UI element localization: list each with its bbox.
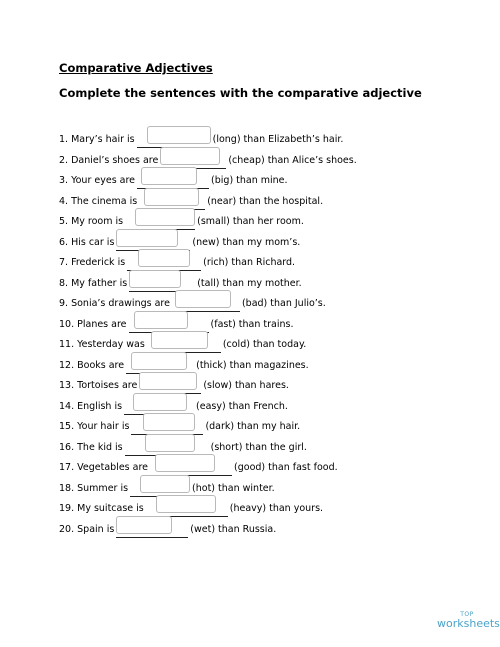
sentence-end: (big) than mine. [211,175,288,186]
sentence-end: (long) than Elizabeth’s hair. [212,134,344,145]
sentence-end: (heavy) than yours. [229,503,324,514]
sentence-row [59,460,338,476]
sentence-end: (easy) than French. [196,400,288,412]
sentence-row [59,132,343,148]
sentence-end: (short) than the girl. [210,441,307,453]
answer-input[interactable] [155,454,215,472]
answer-input[interactable] [129,270,181,288]
sentence-start: 11. Yesterday was [59,339,145,350]
sentence-start: 19. My suitcase is [59,503,144,514]
answer-input[interactable] [145,434,195,452]
sentence-start: 14. English is [59,400,123,412]
answer-input[interactable] [144,188,199,206]
sentence-start: 20. Spain is [59,523,115,535]
answer-blank [147,337,221,353]
answer-input[interactable] [151,331,208,349]
answer-input[interactable] [175,290,231,308]
sentence-row [59,378,289,394]
worksheet-title: Comparative Adjectives [59,61,213,75]
answer-input[interactable] [140,475,190,493]
sentence-end: (dark) than my hair. [205,421,301,432]
answer-input[interactable] [133,393,187,411]
answer-blank [150,460,232,476]
sentence-start: 15. Your hair is [59,421,130,432]
sentence-end: (cold) than today. [222,339,307,350]
sentence-row [59,214,304,230]
sentence-end: (bad) than Julio’s. [241,298,326,309]
sentence-start: 10. Planes are [59,318,127,330]
sentence-start: 7. Frederick is [59,257,126,268]
sentence-row [59,522,276,538]
answer-input[interactable] [131,352,187,370]
answer-input[interactable] [147,126,211,144]
sentence-start: 4. The cinema is [59,195,138,207]
answer-input[interactable] [116,229,178,247]
sentence-end: (new) than my mom’s. [192,236,301,248]
answer-blank [116,522,188,538]
answer-blank [146,501,228,517]
sentence-end: (good) than fast food. [234,462,338,473]
sentence-end: (near) than the hospital. [207,195,324,207]
sentence-row [59,255,295,271]
sentence-start: 2. Daniel’s shoes are [59,154,159,166]
answer-input[interactable] [116,516,172,534]
sentence-start: 16. The kid is [59,441,123,453]
logo-name-text: worksheets [437,617,500,630]
answer-input[interactable] [156,495,216,513]
sentence-start: 18. Summer is [59,482,129,494]
sentence-row [59,173,288,189]
sentence-start: 8. My father is [59,277,128,289]
sentence-end: (hot) than winter. [192,482,275,494]
answer-input[interactable] [135,208,195,226]
answer-input[interactable] [143,413,195,431]
answer-input[interactable] [138,249,190,267]
sentence-row [59,153,357,169]
answer-input[interactable] [160,147,220,165]
sentence-end: (small) than her room. [197,216,304,227]
sentence-row [59,419,300,435]
answer-blank [139,378,201,394]
sentence-start: 6. His car is [59,236,115,248]
answer-blank [125,214,195,230]
answer-input[interactable] [139,372,197,390]
instruction-text: Complete the sentences with the comparative adjective [59,86,422,100]
answer-blank [172,296,240,312]
answer-input[interactable] [141,167,197,185]
sentence-end: (fast) than trains. [210,318,294,330]
sentence-start: 3. Your eyes are [59,175,136,186]
sentence-end: (wet) than Russia. [190,523,277,535]
sentence-end: (tall) than my mother. [197,277,302,289]
sentence-row [59,296,326,312]
sentence-row [59,337,306,353]
logo-top-text: TOP [460,611,474,618]
sentence-end: (rich) than Richard. [203,257,296,268]
sentence-start: 12. Books are [59,359,125,371]
answer-blank [137,132,211,148]
answer-blank [127,255,201,271]
sentence-start: 17. Vegetables are [59,462,149,473]
sentence-start: 1. Mary’s hair is [59,134,135,145]
topworksheets-logo [437,611,500,630]
sentence-end: (slow) than hares. [203,380,289,391]
sentence-end: (cheap) than Alice’s shoes. [228,154,357,166]
sentence-end: (thick) than magazines. [196,359,309,371]
sentence-row [59,501,323,517]
sentence-start: 9. Sonia’s drawings are [59,298,170,309]
sentence-start: 13. Tortoises are [59,380,138,391]
answer-blank [137,173,209,189]
sentence-start: 5. My room is [59,216,124,227]
answer-input[interactable] [134,311,188,329]
answer-blank [131,419,203,435]
